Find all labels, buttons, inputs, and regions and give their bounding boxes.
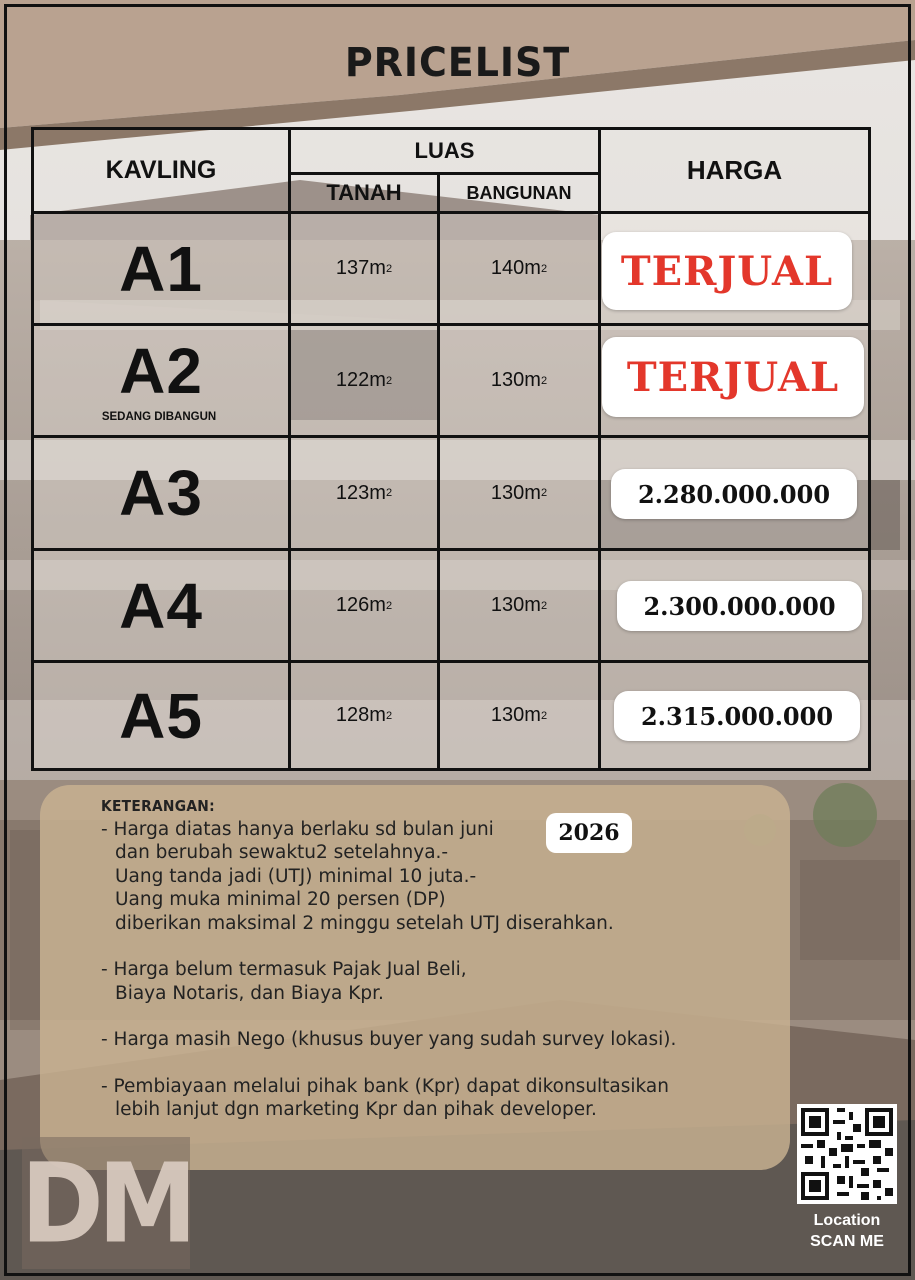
unit-sup: 2	[540, 709, 548, 722]
unit-sup: 2	[540, 262, 548, 275]
note-spacer	[101, 1052, 676, 1075]
sold-label: TERJUAL	[626, 353, 840, 401]
year-badge: 2026	[546, 813, 632, 853]
bangunan-value: 140m	[490, 257, 541, 279]
header-harga: HARGA	[686, 155, 783, 185]
note-line: - Harga masih Nego (khusus buyer yang sudah survey lokasi).	[101, 1029, 677, 1050]
tanah-a5	[291, 663, 437, 768]
note-line: - Pembiayaan melalui pihak bank (Kpr) dapat dikonsultasikan	[101, 1075, 669, 1097]
bangunan-a1	[440, 214, 598, 323]
note-line: Biaya Notaris, dan Biaya Kpr.	[115, 982, 384, 1004]
note-line: Uang muka minimal 20 persen (DP)	[115, 889, 446, 910]
qr-caption-scan: SCAN ME	[810, 1233, 884, 1250]
bangunan-value: 130m	[490, 369, 541, 391]
price-badge-a3	[611, 469, 857, 519]
unit-sup: 2	[385, 599, 393, 612]
bangunan-a3	[440, 438, 598, 548]
bangunan-a4	[440, 551, 598, 660]
price-badge-a2	[602, 337, 864, 417]
unit-sup: 2	[385, 487, 393, 499]
price-badge-a4	[617, 581, 862, 631]
note-line: lebih lanjut dgn marketing Kpr dan pihak developer.	[115, 1099, 597, 1120]
unit-sup: 2	[385, 374, 393, 387]
qr-caption	[788, 1210, 906, 1252]
sold-label: TERJUAL	[620, 247, 834, 295]
tanah-value: 126m	[335, 594, 386, 616]
kavling-a3: A3	[119, 457, 203, 529]
tanah-a1	[291, 214, 437, 323]
price-value: 2.300.000.000	[643, 591, 836, 621]
bangunan-a5	[440, 663, 598, 768]
unit-sup: 2	[385, 709, 393, 722]
page-title: PRICELIST	[344, 40, 571, 86]
unit-sup: 2	[540, 487, 548, 499]
note-spacer	[101, 1005, 676, 1028]
price-badge-a5	[614, 691, 860, 741]
header-kavling: KAVLING	[105, 156, 217, 184]
tanah-value: 123m	[335, 481, 386, 504]
tanah-value: 128m	[335, 704, 386, 726]
tanah-a2	[291, 326, 437, 435]
bangunan-value: 130m	[490, 481, 541, 504]
kavling-a5: A5	[119, 679, 203, 752]
note-line: Uang tanda jadi (UTJ) minimal 10 juta.-	[115, 865, 477, 887]
bangunan-value: 130m	[490, 594, 541, 616]
header-tanah: TANAH	[326, 180, 402, 205]
price-table	[31, 127, 871, 771]
price-value: 2.280.000.000	[637, 479, 831, 509]
logo-text: DM	[20, 1138, 192, 1268]
tanah-value: 137m	[335, 257, 386, 279]
tanah-value: 122m	[335, 369, 386, 391]
qr-caption-location: Location	[813, 1212, 881, 1229]
tanah-a4	[291, 551, 437, 660]
kavling-a2: A2	[119, 335, 203, 407]
bangunan-a2	[440, 326, 598, 435]
notes-heading: KETERANGAN:	[101, 797, 215, 815]
tanah-a3	[291, 438, 437, 548]
dm-logo	[22, 1137, 190, 1269]
header-luas: LUAS	[414, 138, 475, 163]
table-vline	[598, 130, 601, 768]
kavling-a1: A1	[119, 232, 203, 305]
qr-code-icon[interactable]	[797, 1104, 897, 1204]
unit-sup: 2	[385, 262, 393, 275]
header-bangunan: BANGUNAN	[466, 182, 572, 203]
bangunan-value: 130m	[490, 704, 541, 726]
note-line: - Harga belum termasuk Pajak Jual Beli,	[101, 959, 467, 980]
unit-sup: 2	[540, 599, 548, 612]
price-badge-a1	[602, 232, 852, 310]
kavling-a4: A4	[119, 569, 203, 642]
unit-sup: 2	[540, 374, 548, 387]
note-line: diberikan maksimal 2 minggu setelah UTJ diserahkan.	[115, 912, 614, 934]
note-spacer	[101, 935, 676, 958]
note-line: dan berubah sewaktu2 setelahnya.-	[115, 842, 449, 863]
note-line: - Harga diatas hanya berlaku sd bulan juni	[101, 818, 494, 840]
kavling-a2-note: SEDANG DIBANGUN	[101, 411, 217, 423]
price-value: 2.315.000.000	[640, 701, 834, 731]
